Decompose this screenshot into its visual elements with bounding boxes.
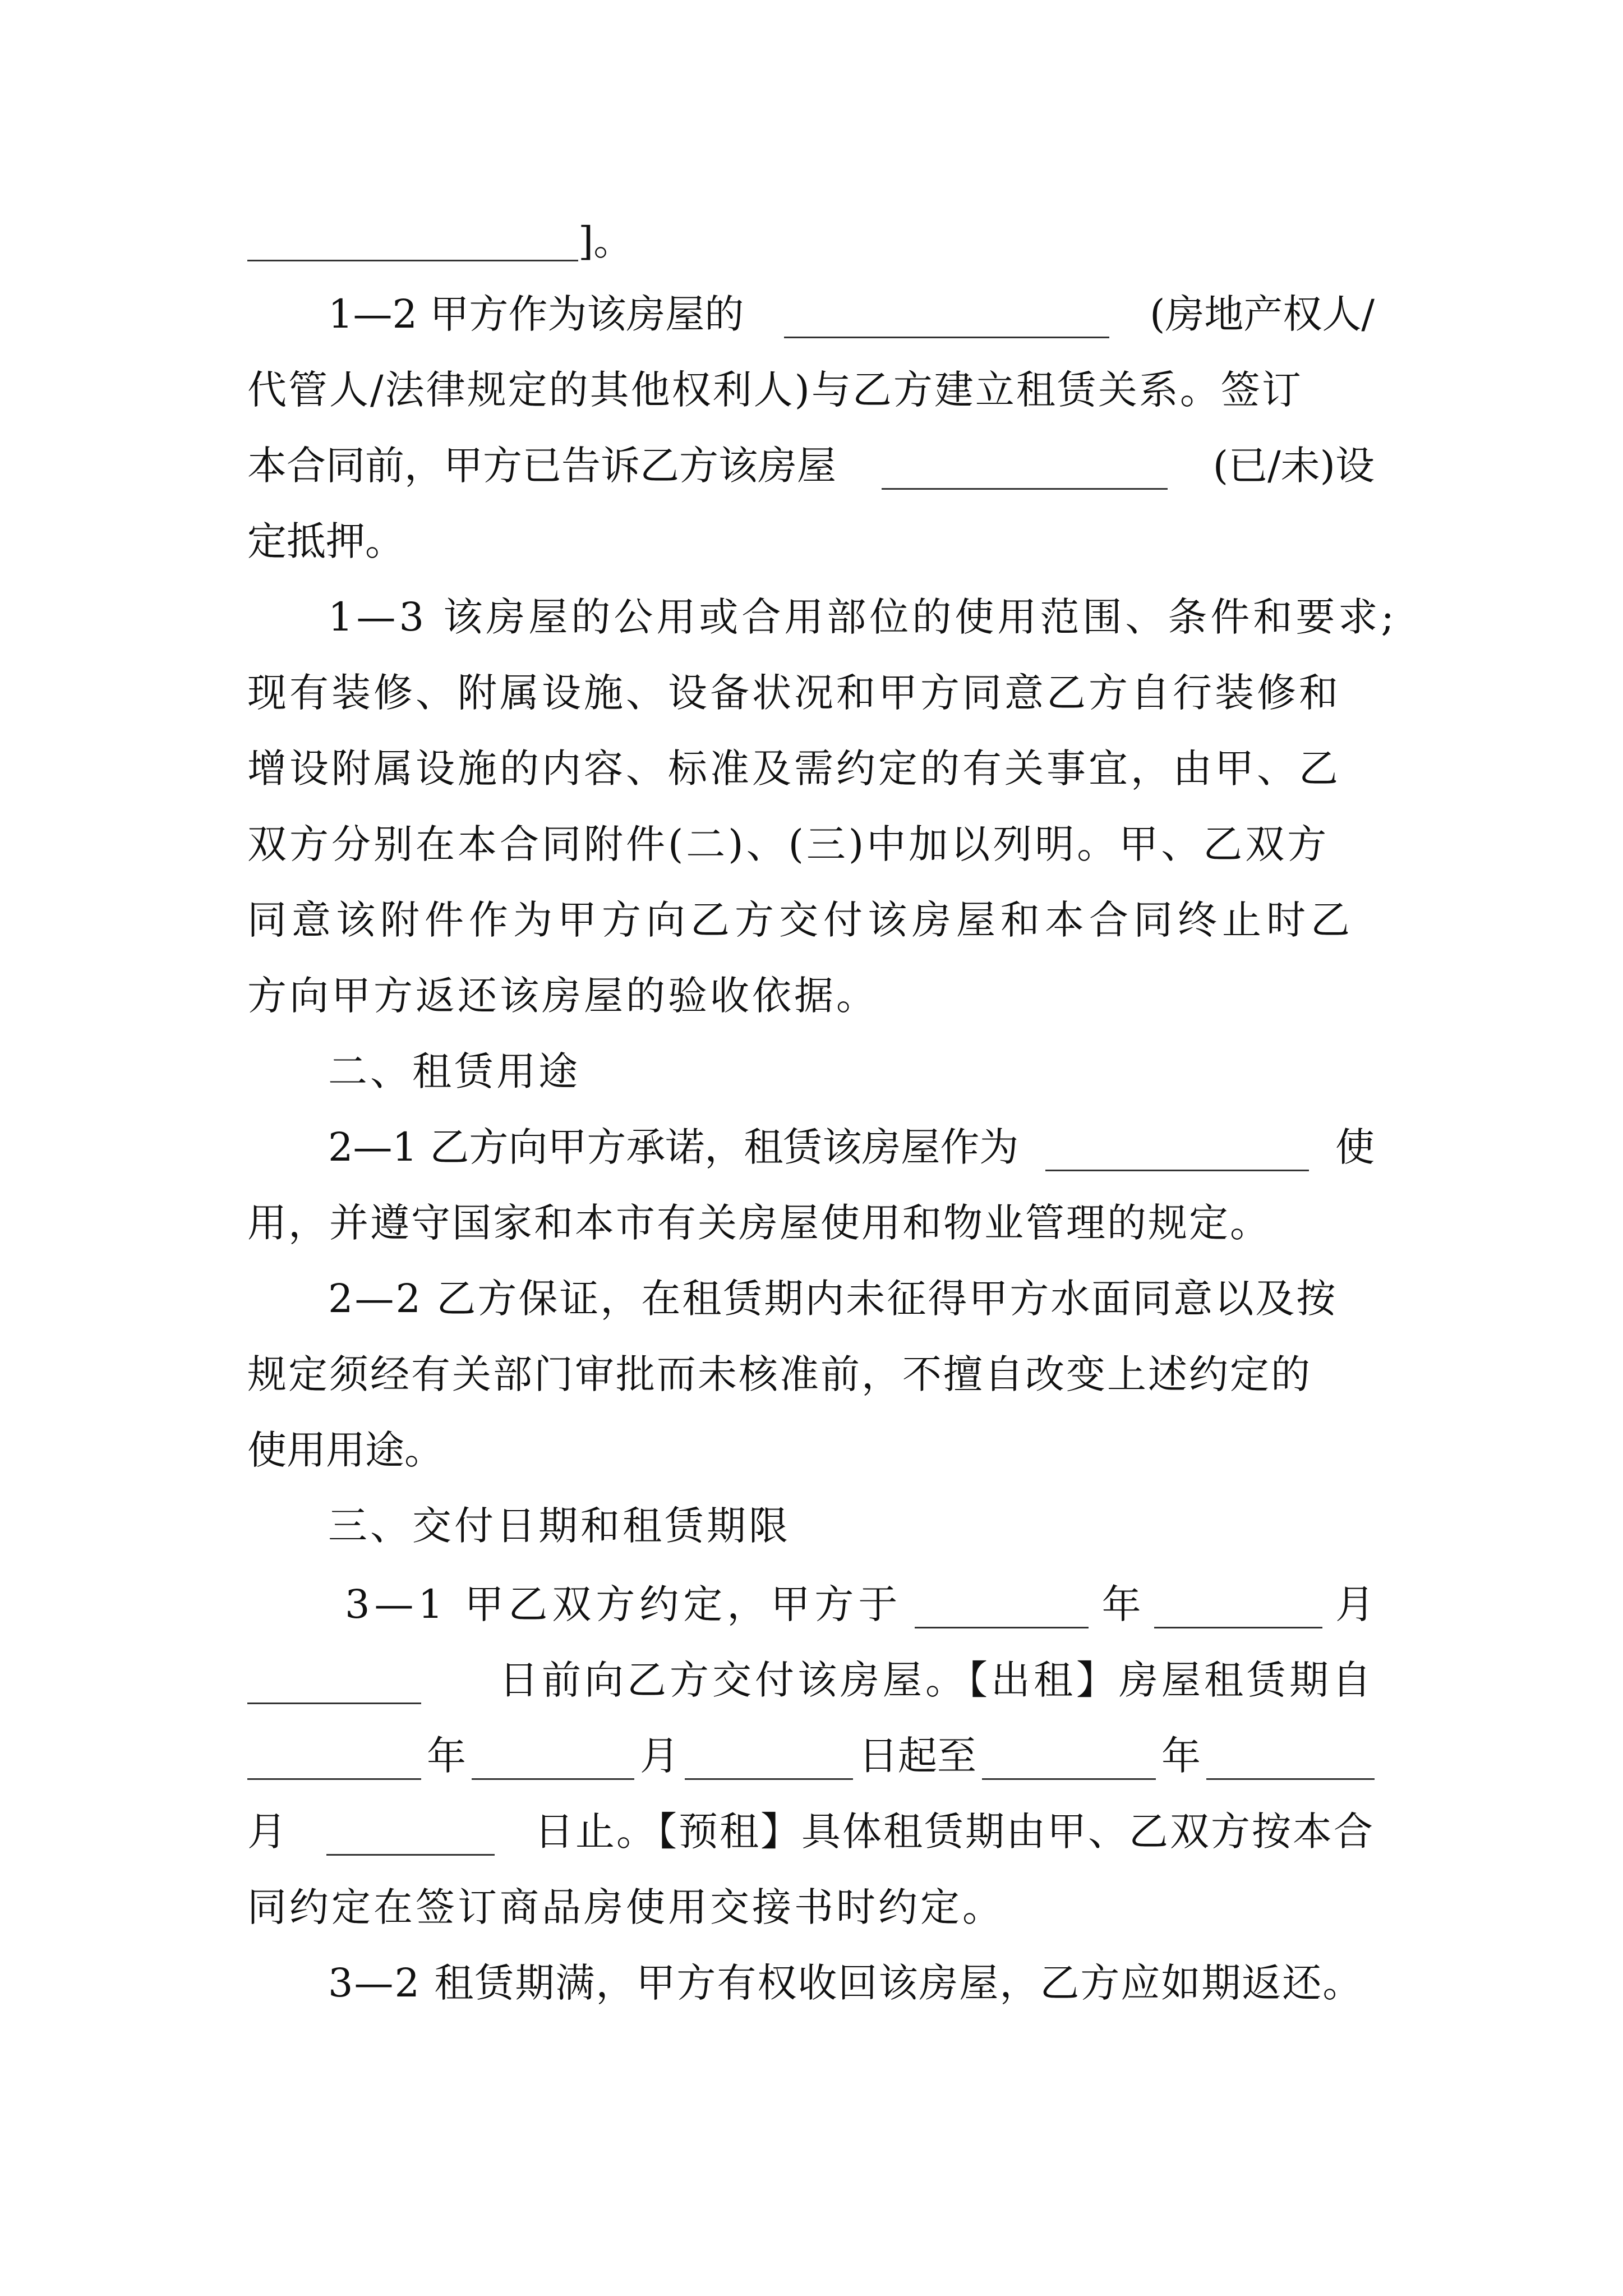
fill-blank xyxy=(784,297,1109,338)
text-segment: 年 xyxy=(1101,1581,1141,1627)
text-segment: 定抵押。 xyxy=(247,518,404,564)
text-segment: 3—2 租赁期满，甲方有权收回该房屋，乙方应如期返还。 xyxy=(328,1960,1363,2006)
text-line xyxy=(247,1722,1375,1789)
text-segment: 日止。【预租】具体租赁期由甲、乙双方按本合 xyxy=(534,1809,1375,1855)
fill-blank xyxy=(326,1815,495,1856)
text-segment: 日起至 xyxy=(859,1733,976,1779)
text-segment: (房地产权人/ xyxy=(1150,291,1375,337)
text-segment: 二、租赁用途 xyxy=(328,1048,580,1094)
text-line xyxy=(247,962,1375,1029)
text-segment: 同意该附件作为甲方向乙方交付该房屋和本合同终止时乙 xyxy=(247,897,1355,943)
text-line xyxy=(328,583,1398,651)
section-heading xyxy=(328,1492,1375,1559)
text-segment: 同约定在签订商品房使用交接书时约定。 xyxy=(247,1884,1004,1930)
text-segment: 年 xyxy=(1161,1733,1201,1779)
text-line xyxy=(328,280,1375,348)
fill-blank xyxy=(915,1588,1089,1628)
fill-blank xyxy=(685,1739,853,1780)
text-segment: 月 xyxy=(247,1809,287,1855)
text-segment: 三、交付日期和租赁期限 xyxy=(328,1503,791,1549)
text-segment: 现有装修、附属设施、设备状况和甲方同意乙方自行装修和 xyxy=(247,670,1341,716)
text-segment: 1—2 甲方作为该房屋的 xyxy=(328,291,744,337)
fill-blank xyxy=(247,1739,421,1780)
text-segment: 使 xyxy=(1335,1124,1375,1170)
fill-blank xyxy=(1045,1130,1309,1171)
text-line xyxy=(247,811,1375,878)
text-segment: 2—2 乙方保证，在租赁期内未征得甲方水面同意以及按 xyxy=(328,1276,1338,1322)
fill-blank xyxy=(472,1739,634,1780)
fill-blank xyxy=(1206,1739,1375,1780)
text-line xyxy=(247,1416,1375,1484)
text-segment: 本合同前，甲方已告诉乙方该房屋 xyxy=(247,443,836,489)
text-line xyxy=(328,1949,1375,2017)
fill-blank xyxy=(247,220,578,261)
text-line xyxy=(247,735,1375,802)
text-segment: 使用用途。 xyxy=(247,1427,444,1473)
section-heading xyxy=(328,1038,1375,1105)
fill-blank xyxy=(982,1739,1156,1780)
text-segment: 1—3 该房屋的公用或合用部位的使用范围、条件和要求; xyxy=(328,594,1398,640)
text-line xyxy=(247,1874,1375,1941)
text-line xyxy=(247,1798,1375,1865)
text-line xyxy=(328,1265,1375,1332)
text-segment: 月 xyxy=(640,1733,679,1779)
text-line xyxy=(345,1571,1375,1638)
text-line xyxy=(247,1341,1375,1408)
text-line xyxy=(247,1189,1375,1257)
text-segment: (已/未)设 xyxy=(1212,443,1375,489)
text-segment: 方向甲方返还该房屋的验收依据。 xyxy=(247,973,878,1019)
text-line xyxy=(247,356,1375,424)
text-segment: 2—1 乙方向甲方承诺，租赁该房屋作为 xyxy=(328,1124,1019,1170)
text-line xyxy=(247,659,1375,726)
text-segment: 代管人/法律规定的其他权利人)与乙方建立租赁关系。签订 xyxy=(247,367,1303,413)
text-line xyxy=(247,432,1375,499)
text-segment: 双方分别在本合同附件(二)、(三)中加以列明。甲、乙双方 xyxy=(247,821,1330,867)
fill-blank xyxy=(882,449,1168,490)
text-segment: 日前向乙方交付该房屋。【出租】房屋租赁期自 xyxy=(499,1657,1375,1703)
text-segment: 月 xyxy=(1335,1581,1375,1627)
text-line xyxy=(247,508,1375,575)
text-segment: ]。 xyxy=(578,218,633,264)
text-segment: 用，并遵守国家和本市有关房屋使用和物业管理的规定。 xyxy=(247,1200,1271,1246)
text-line xyxy=(247,1646,1375,1714)
text-segment: 3—1 甲乙双方约定，甲方于 xyxy=(345,1581,902,1627)
text-line xyxy=(328,1114,1375,1181)
fill-blank xyxy=(247,1663,421,1704)
text-segment: 规定须经有关部门审批而未核准前，不擅自改变上述约定的 xyxy=(247,1351,1312,1397)
fill-blank xyxy=(1154,1588,1322,1628)
text-segment: 年 xyxy=(427,1733,466,1779)
text-segment: 增设附属设施的内容、标准及需约定的有关事宜，由甲、乙 xyxy=(247,746,1341,792)
text-line xyxy=(247,886,1375,954)
text-line xyxy=(247,208,1375,275)
